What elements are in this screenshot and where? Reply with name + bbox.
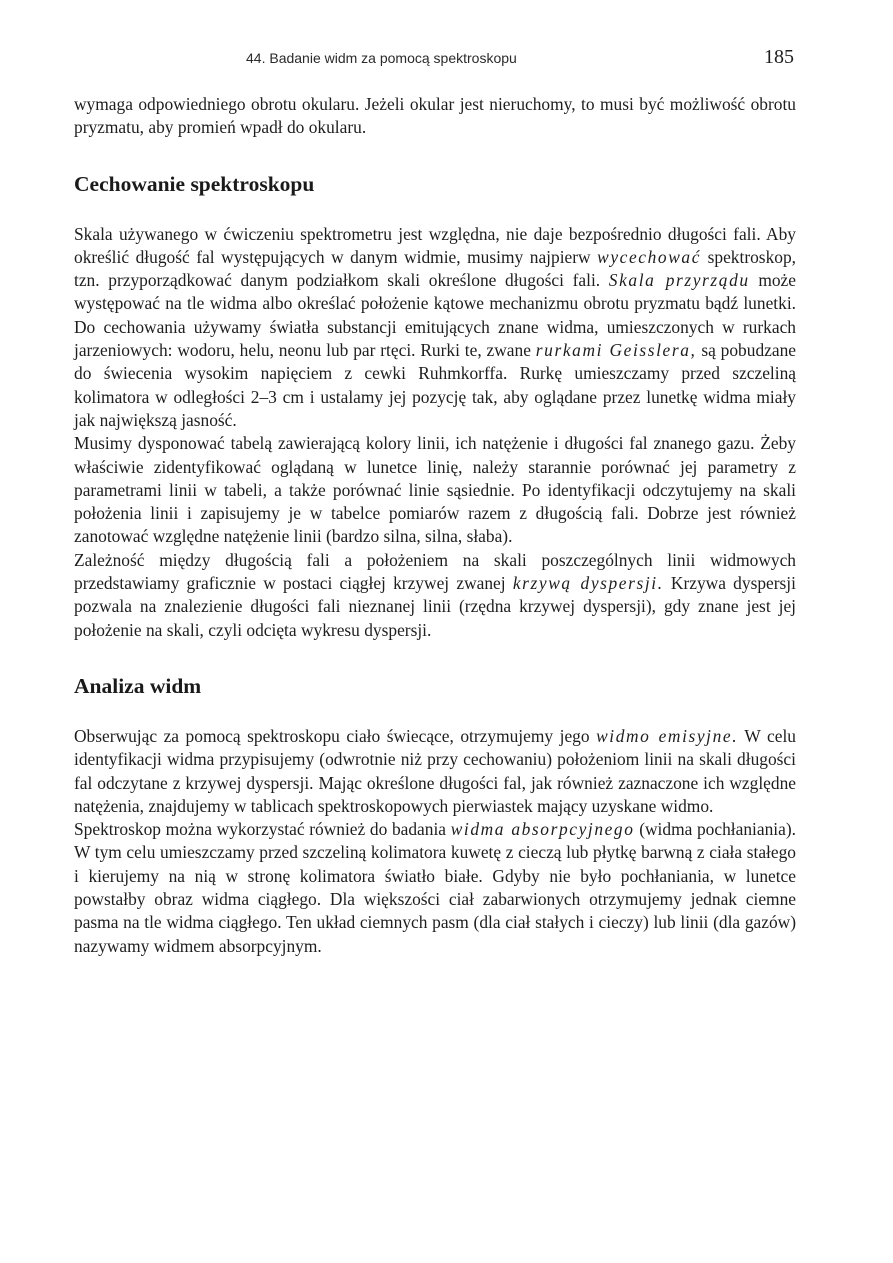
text-run: Obserwując za pomocą spektroskopu ciało świecące, otrzymujemy jego [74,725,597,746]
emphasis-term: krzywą dyspersji. [512,573,664,594]
text-run: Zależność między długością fali a położeniem na skali poszczególnych linii widmowych przedstawiamy graficznie w postaci ciągłej krzywej zwanej [74,549,796,594]
emphasis-term: rurkami Geisslera, [535,340,697,361]
emphasis-term: widmo emisyjne. [596,725,739,746]
analysis-paragraph-1 [74,725,796,818]
calibration-paragraph-3 [74,549,796,642]
section-heading-calibration: Cechowanie spektroskopu [74,171,315,196]
calibration-paragraph-1 [74,223,796,433]
page-body [74,93,796,958]
text-run: Skala używanego w ćwiczeniu spektrometru jest względna, nie daje bezpośrednio długości fali. Aby określić długość fal występujących w danym widmie, musimy najpierw [74,223,796,267]
page-number: 185 [764,46,794,68]
text-run: Krzywa dyspersji pozwala na znalezienie długości fali nieznanej linii (rzędna krzywej dyspersji), gdy znane jest jej położenie na skali, czyli odcięta wykresu dyspersji. [74,573,796,640]
emphasis-term: wycechować [597,246,702,267]
running-head [76,46,794,72]
intro-paragraph: wymaga odpowiedniego obrotu okularu. Jeżeli okular jest nieruchomy, to musi być możliwość obrotu pryzmatu, aby promień wpadł do okularu. [74,94,796,138]
text-run: są pobudzane do świecenia wysokim napięciem z cewki Ruhmkorffa. Rurkę umieszczamy przed szczeliną kolimatora w odległości 2–3 cm i ustalamy jej pozycję tak, aby oglądane przez lunetkę widma miały jak największą jasność. [74,340,796,430]
running-title: 44. Badanie widm za pomocą spektroskopu [246,50,517,66]
text-run: spektroskop, tzn. przyporządkować danym podziałkom skali określone długości fali. [74,246,797,291]
emphasis-term: widma absorpcyjnego [450,819,635,840]
section-heading-analysis: Analiza widm [74,673,202,698]
calibration-paragraph-2: Musimy dysponować tabelą zawierającą kolory linii, ich natężenie i długości fal znanego gazu. Żeby właściwie zidentyfikować oglądaną w lunetce linię, należy starannie porównać jej parametry z parametrami linii w tabeli, a także porównać linie sąsiednie. Po identyfikacji odczytujemy na skali położenia linii i zapisujemy je w tabelce pomiarów razem z długością fali. Dobrze jest również zanotować względne natężenie linii (bardzo silna, silna, słaba). [74,433,796,547]
text-run: może występować na tle widma albo określać położenie kątowe mechanizmu obrotu pryzmatu bądź lunetki. Do cechowania używamy światła substancji emitujących znane widma, umieszczonych w rurkach jarzeniowych: wodoru, helu, neonu lub par rtęci. Rurki te, zwane [74,270,796,361]
text-run: W celu identyfikacji widma przypisujemy (odwrotnie niż przy cechowaniu) położeniom linii na skali długości fal odczytane z krzywej dyspersji. Mając określone długości fal, jak również zaznaczone ich względne natężenia, znajdujemy w tablicach spektroskopowych pierwiastek mający uzyskane widmo. [74,725,796,816]
analysis-paragraph-2 [74,818,796,958]
emphasis-term: Skala przyrządu [608,270,750,291]
text-run: (widma pochłaniania). W tym celu umieszczamy przed szczeliną kolimatora kuwetę z cieczą lub płytkę barwną z ciała stałego i kierujemy na nią w stronę kolimatora światło białe. Gdyby nie było pochłaniania, w lunetce powstałby obraz widma ciągłego. Dla większości ciał zabarwionych otrzymujemy jednak ciemne pasma na tle widma ciągłego. Ten układ ciemnych pasm (dla ciał stałych i cieczy) lub linii (dla gazów) nazywamy widmem absorpcyjnym. [74,819,796,956]
text-run: Spektroskop można wykorzystać również do badania [74,819,451,840]
